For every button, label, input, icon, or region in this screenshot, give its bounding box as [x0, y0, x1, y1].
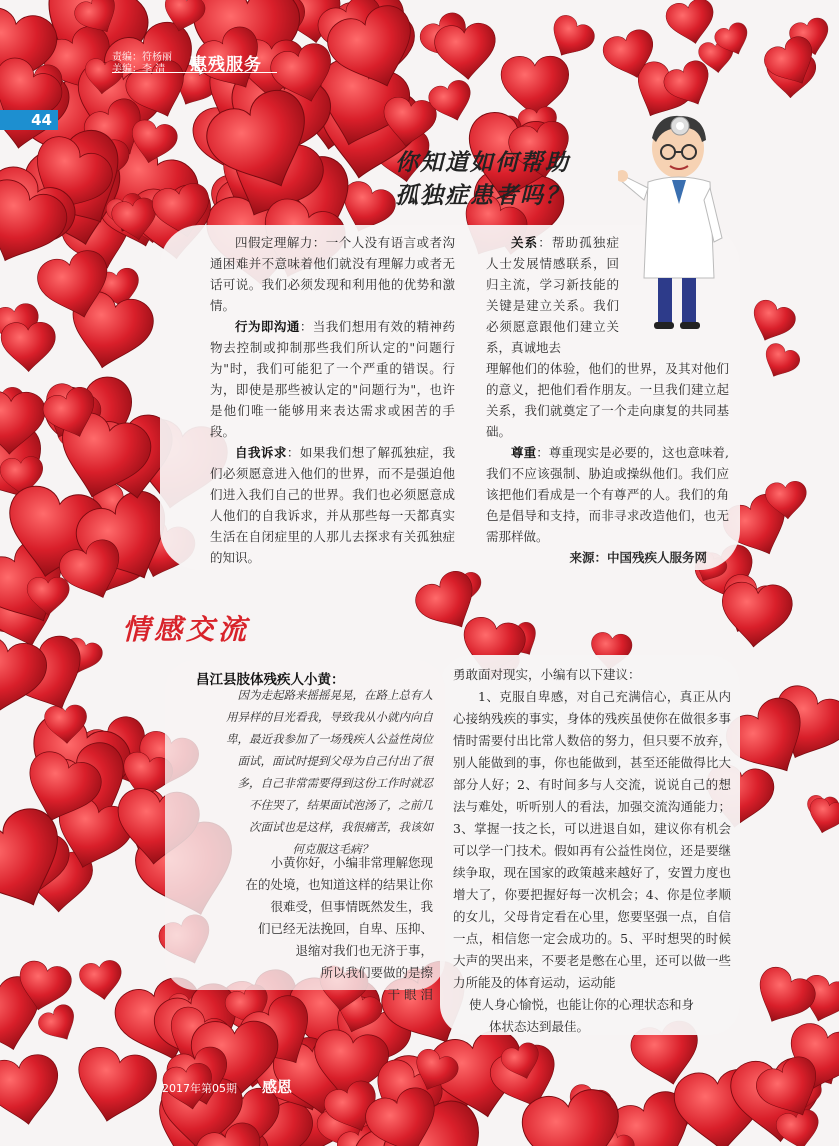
editor-line: 责编：符杨丽 — [112, 52, 172, 63]
letter-line: 次面试也是这样，我很痛苦，我该如 — [249, 820, 433, 834]
title-line-1: 你知道如何帮助 — [395, 149, 570, 176]
heart-icon — [746, 962, 821, 1034]
article-column-2 — [486, 232, 729, 568]
heart-icon — [69, 1043, 161, 1129]
reply-intro: 勇敢面对现实，小编有以下建议： — [453, 667, 641, 682]
article-source: 来源：中国残疾人服务网 — [569, 550, 707, 565]
heart-icon — [745, 297, 799, 349]
letter-line: 多，自己非常需要得到这份工作时就忍 — [237, 776, 433, 790]
reply-tail-2: 体状态达到最佳。 — [489, 1019, 590, 1034]
heart-icon — [1, 322, 56, 372]
section-title: 情感交流 — [122, 613, 251, 646]
reply-line: 在的处境，也知道这样的结果让你 — [245, 877, 433, 892]
reader-letter — [170, 684, 433, 860]
heart-icon — [433, 22, 498, 82]
reply-tail-1: 使人身心愉悦，也能让你的心理状态和身 — [469, 997, 695, 1012]
reply-line: 退缩对我们也无济于事， — [295, 943, 433, 958]
heart-icon — [0, 1052, 65, 1131]
reply-line: 所以我们要做的是擦 — [320, 965, 433, 980]
editor-credits — [112, 52, 172, 76]
reply-line: 们已经无法挽回，自卑、压抑、 — [257, 921, 433, 936]
paragraph-presume-competence: 四假定理解力：一个人没有语言或者沟通困难并不意味着他们就没有理解力或者无话可说。我们必须发现和利用他的优势和激情。 — [210, 235, 455, 313]
letter-line: 卑，最近我参加了一场残疾人公益性岗位 — [226, 732, 433, 746]
paragraph-relationship: 关系：帮助孤独症人士发展情感联系，回归主流，学习新技能的关键是建立关系。我们必须愿意跟他们建立关系，真诚地去 — [486, 235, 619, 355]
section-tag: 惠残服务 — [190, 55, 262, 75]
letter-line: 因为走起路来摇摇晃晃，在路上总有人 — [237, 688, 433, 702]
reply-column — [453, 664, 731, 1038]
designer-line: 美编：李 清 — [112, 64, 166, 75]
heart-icon — [78, 959, 125, 1003]
letter-line: 用异样的目光看我，导致我从小就内向自 — [226, 710, 433, 724]
reply-line: 很难受，但事情既然发生，我 — [270, 899, 433, 914]
heart-icon — [35, 1001, 83, 1048]
paragraph-self-advocacy: 自我诉求：如果我们想了解孤独症，我们必须愿意进入他们的世界，而不是强迫他们进入我们自己的世界。我们也必须愿意成人他们的自我诉求，并从那些每一天都真实生活在自闭症里的人那儿去探求有关孤独症的知识。 — [210, 445, 455, 565]
reply-line: 干 眼 泪 — [387, 987, 433, 1002]
paragraph-respect: 尊重：尊重现实是必要的，这也意味着,我们不应该强制、胁迫或操纵他们。我们应该把他们看成是一个有尊严的人。我们的角色是倡导和支持，而非寻求改造他们，也无需那样做。 — [486, 445, 729, 544]
letter-line: 面试，面试时提到父母为自己付出了很 — [237, 754, 433, 768]
reply-line: 小黄你好，小编非常理解您现 — [270, 855, 433, 870]
letter-line: 何克服这毛病？ — [292, 842, 373, 856]
issue-label: 2017年第05期 — [162, 1082, 237, 1095]
title-line-2: 孤独症患者吗？ — [395, 182, 570, 209]
heart-icon — [758, 340, 803, 384]
page-number: 44 — [0, 110, 58, 130]
paragraph-relationship-cont: 理解他们的体验，他们的世界，及其对他们的意义，把他们看作朋友。一旦我们建立起关系，我们就奠定了一个走向康复的共同基础。 — [486, 361, 729, 439]
reply-suggestions: 1、克服自卑感，对自己充满信心，真正从内心接纳残疾的事实，身体的残疾虽使你在做很多事情时需要付出比常人数倍的努力，但只要不放弃，别人能做到的事，你也能做到，甚至还能做得比大部分人好；2、有时间多与人交流，说说自己的想法与难处，听听别人的看法，加强交流沟通能力；3、掌握一技之长，可以进退自如，建议你有机会可以学一门技术。假如再有公益性岗位，还是要继续争取，现在国家的政策越来越好了，安置力度也增大了，你要把握好每一次机会；4、你是位孝顺的女儿，父母肯定看在心里，您要坚强一点，自信一点，相信您一定会成功的。5、平时想哭的时候大声的哭出来，不要老是憋在心里，还可以做一些力所能及的体育运动，运动能 — [453, 689, 731, 990]
letter-line: 不住哭了，结果面试泡汤了，之前几 — [249, 798, 433, 812]
magazine-brand: 感恩 — [262, 1078, 293, 1096]
heart-icon — [664, 0, 719, 48]
editor-reply — [200, 852, 433, 1006]
article-title — [395, 146, 570, 212]
paragraph-behavior: 行为即沟通：当我们想用有效的精神药物去控制或抑制那些我们所认定的"问题行为"时，我们可能犯了一个严重的错误。行为，即使是那些被认定的"问题行为"，也许是他们唯一能够用来表达需求或困苦的手段。 — [210, 319, 455, 439]
heart-icon — [719, 581, 794, 650]
heart-icon — [501, 56, 569, 118]
article-column-1 — [210, 232, 455, 568]
letter-heading: 昌江县肢体残疾人小黄： — [196, 672, 345, 688]
